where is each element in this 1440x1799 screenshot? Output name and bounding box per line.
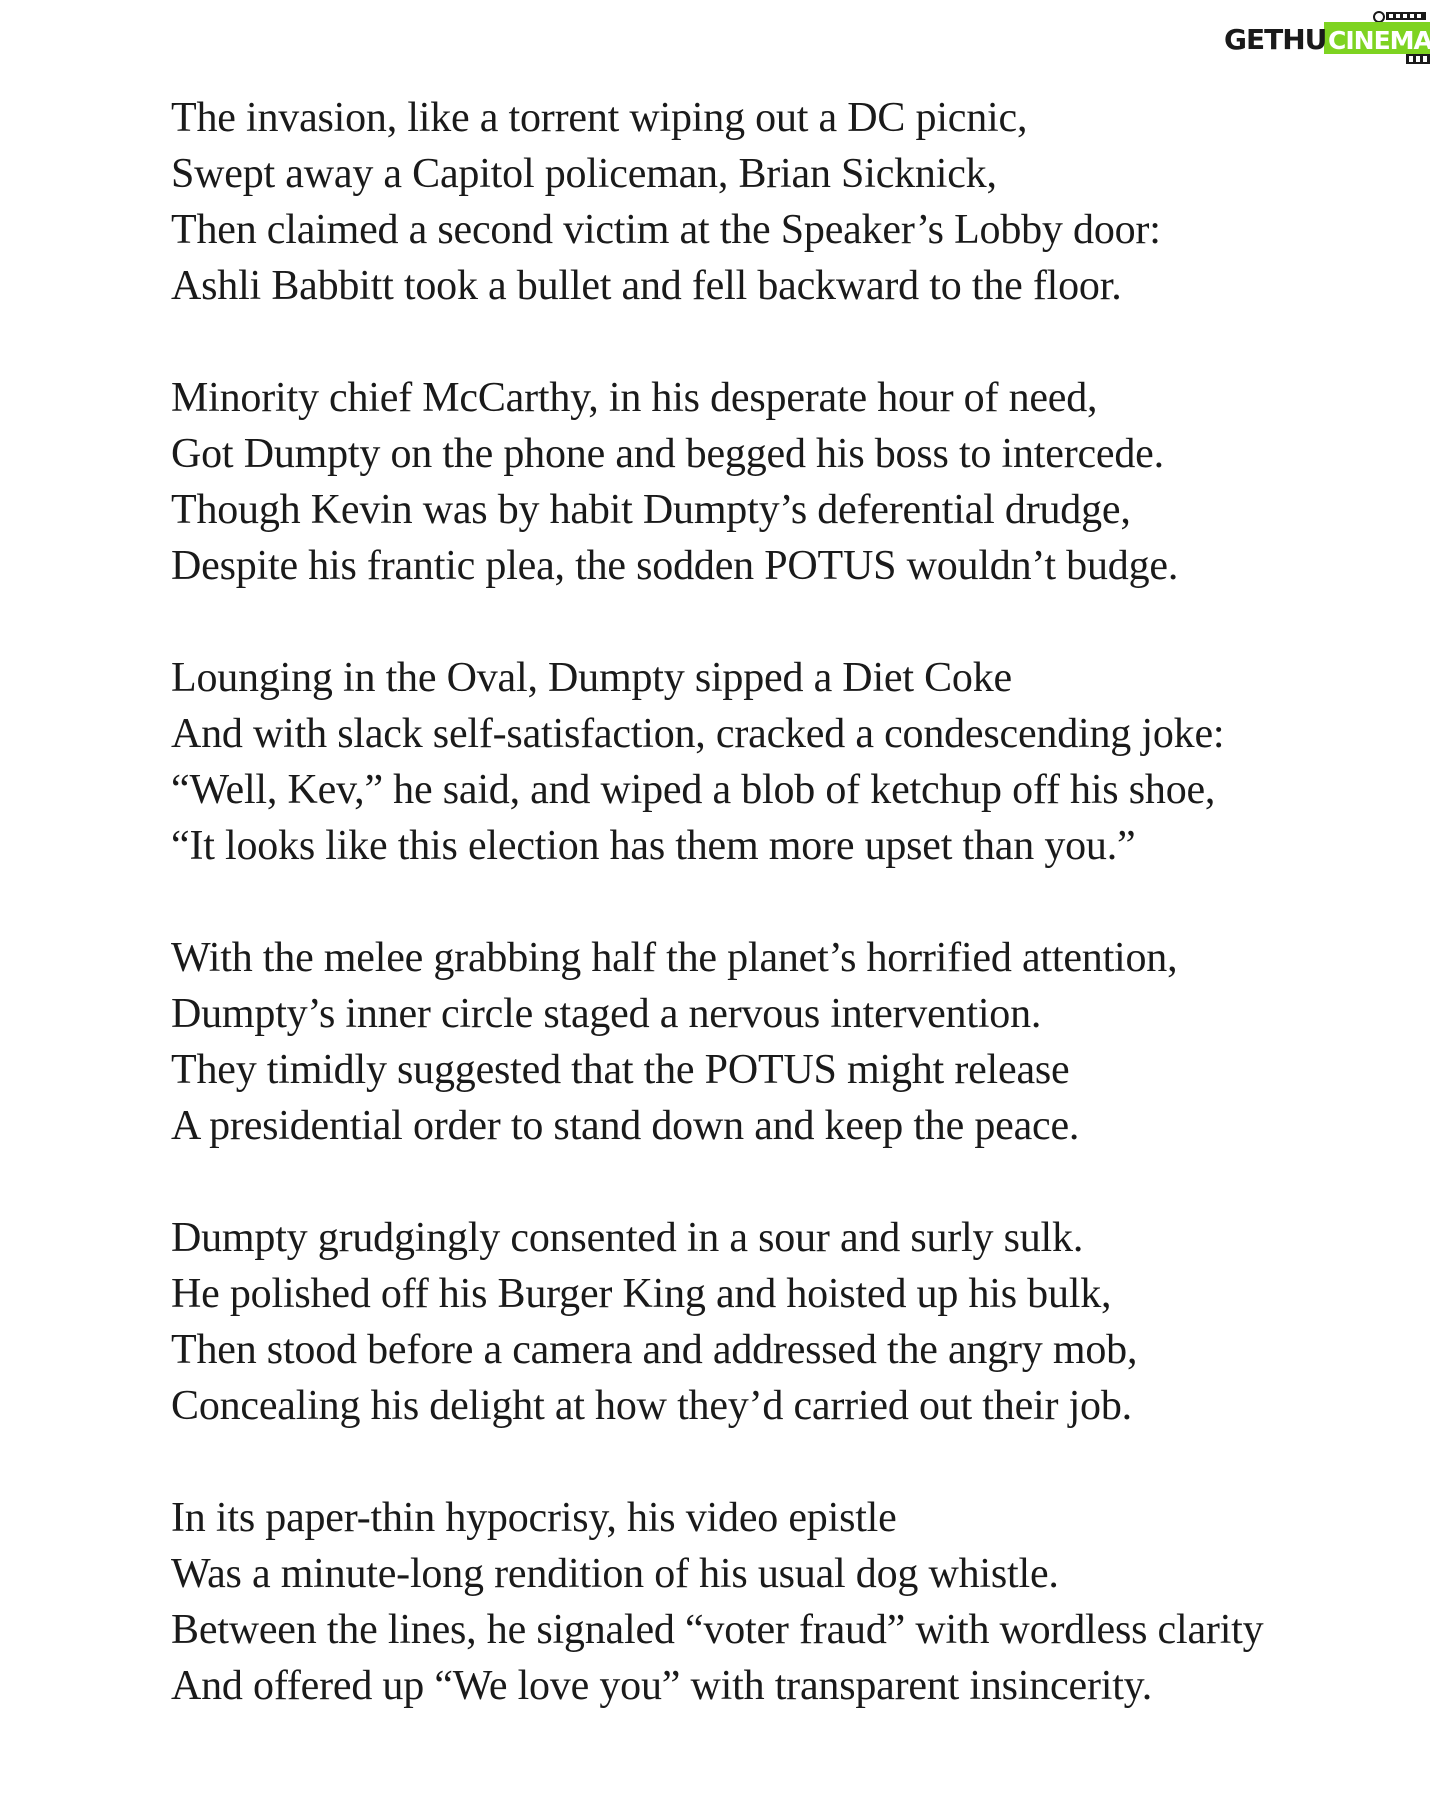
poem-line: Though Kevin was by habit Dumpty’s deferential drudge, xyxy=(171,487,1131,533)
poem-line: Got Dumpty on the phone and begged his boss to intercede. xyxy=(171,431,1164,477)
gethu-cinema-logo xyxy=(1220,10,1432,66)
film-strip-icon xyxy=(1406,54,1430,64)
poem-line: “It looks like this election has them more upset than you.” xyxy=(171,823,1136,869)
stanza xyxy=(171,1210,1351,1434)
poem-line: “Well, Kev,” he said, and wiped a blob of ketchup off his shoe, xyxy=(171,767,1216,813)
poem-line: With the melee grabbing half the planet’s horrified attention, xyxy=(171,935,1178,981)
camera-icon xyxy=(1374,12,1426,22)
stanza xyxy=(171,1490,1351,1714)
poem-line: Lounging in the Oval, Dumpty sipped a Diet Coke xyxy=(171,655,1012,701)
poem-line: Despite his frantic plea, the sodden POTUS wouldn’t budge. xyxy=(171,543,1179,589)
stanza xyxy=(171,930,1351,1154)
poem-line: Concealing his delight at how they’d carried out their job. xyxy=(171,1383,1132,1429)
brand-part2: CINEMA xyxy=(1328,26,1432,55)
poem-line: They timidly suggested that the POTUS might release xyxy=(171,1047,1070,1093)
poem-line: Dumpty’s inner circle staged a nervous intervention. xyxy=(171,991,1042,1037)
poem-line: In its paper-thin hypocrisy, his video epistle xyxy=(171,1495,897,1541)
brand-part1: GETHU xyxy=(1224,23,1327,56)
stanza xyxy=(171,370,1351,594)
poem-line: And with slack self-satisfaction, cracked a condescending joke: xyxy=(171,711,1225,757)
stanza xyxy=(171,90,1351,314)
poem-line: Between the lines, he signaled “voter fraud” with wordless clarity xyxy=(171,1607,1264,1653)
poem-line: Swept away a Capitol policeman, Brian Sicknick, xyxy=(171,151,997,197)
poem-line: Then stood before a camera and addressed the angry mob, xyxy=(171,1327,1138,1373)
poem-line: And offered up “We love you” with transparent insincerity. xyxy=(171,1663,1153,1709)
poem-line: The invasion, like a torrent wiping out a DC picnic, xyxy=(171,95,1028,141)
watermark-logo xyxy=(1220,10,1432,66)
poem-line: Ashli Babbitt took a bullet and fell backward to the floor. xyxy=(171,263,1122,309)
stanza xyxy=(171,650,1351,874)
poem-line: A presidential order to stand down and keep the peace. xyxy=(171,1103,1080,1149)
poem-line: Minority chief McCarthy, in his desperate hour of need, xyxy=(171,375,1098,421)
poem-line: Was a minute-long rendition of his usual dog whistle. xyxy=(171,1551,1059,1597)
poem xyxy=(171,90,1351,1770)
poem-line: Dumpty grudgingly consented in a sour and surly sulk. xyxy=(171,1215,1084,1261)
poem-line: He polished off his Burger King and hoisted up his bulk, xyxy=(171,1271,1112,1317)
poem-line: Then claimed a second victim at the Speaker’s Lobby door: xyxy=(171,207,1161,253)
